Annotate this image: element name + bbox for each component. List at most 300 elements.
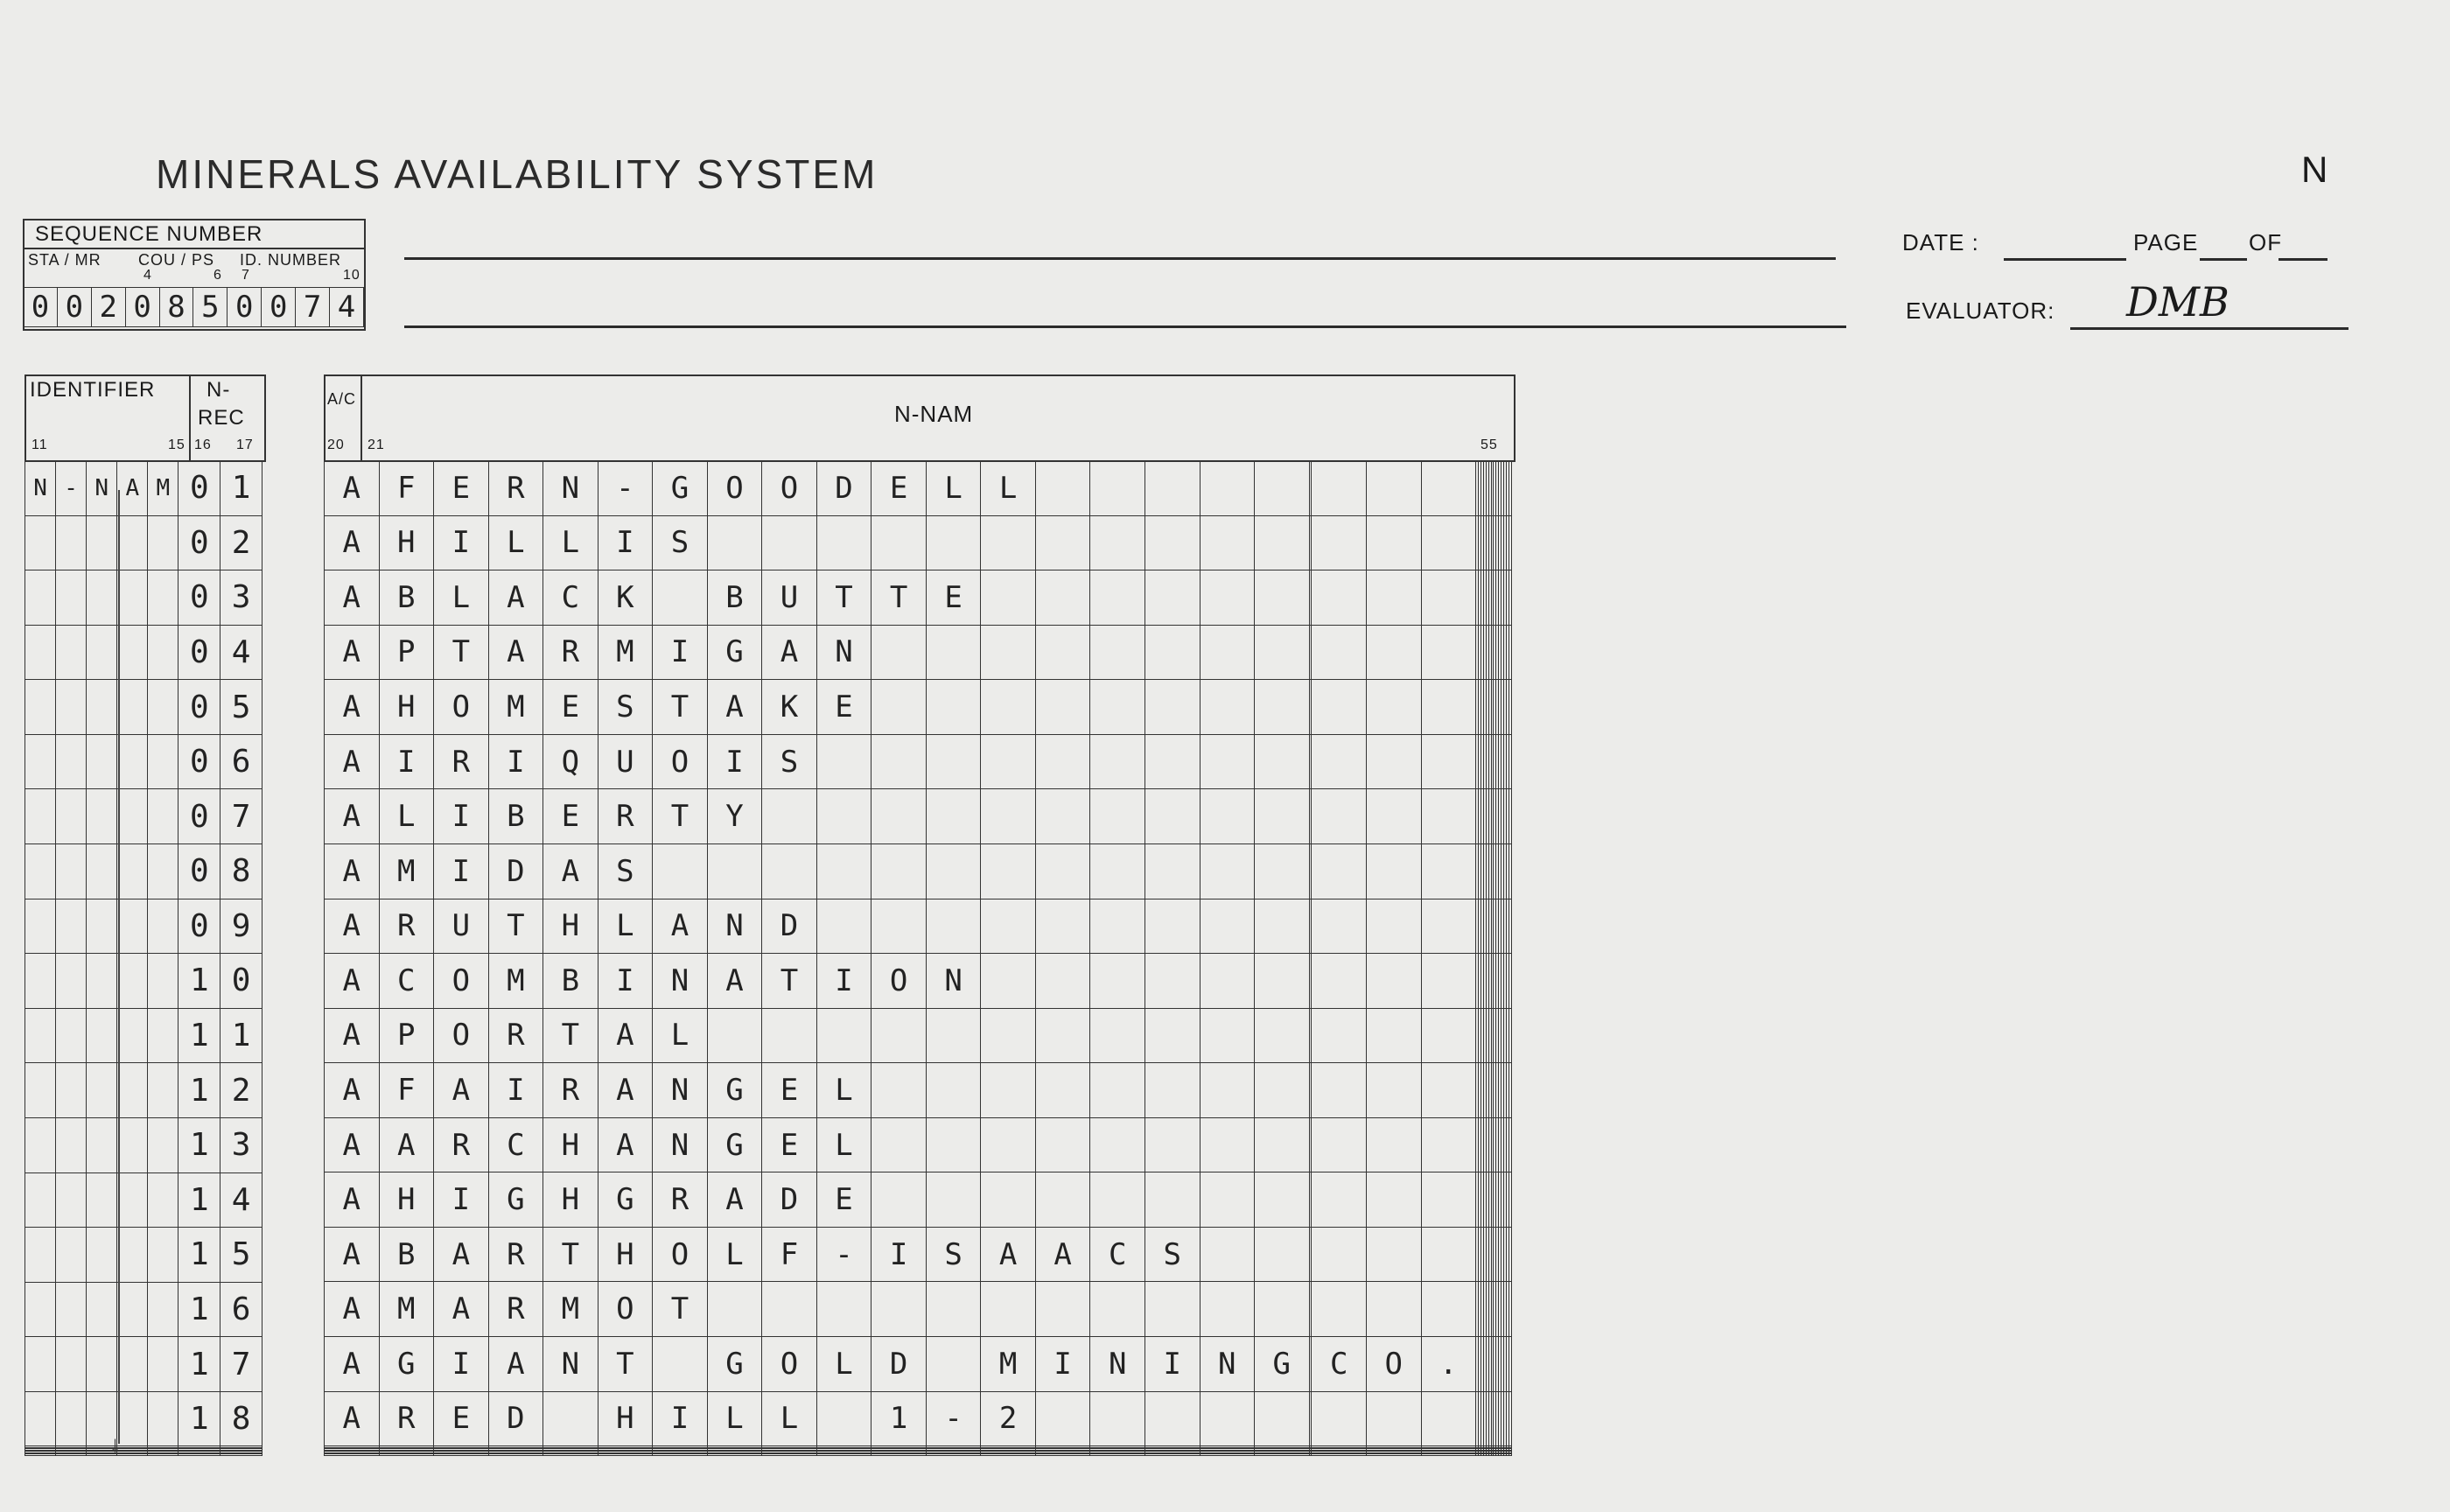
name-char-cell[interactable]: [1090, 461, 1145, 516]
name-char-cell[interactable]: Q: [543, 734, 598, 789]
name-char-cell[interactable]: P: [379, 625, 434, 680]
name-char-cell[interactable]: [1255, 1391, 1310, 1446]
name-char-cell[interactable]: G: [488, 1172, 543, 1228]
name-char-cell[interactable]: [1312, 1117, 1367, 1172]
name-char-cell[interactable]: [1312, 789, 1367, 844]
name-char-cell[interactable]: [1421, 954, 1476, 1009]
empty-cell[interactable]: [56, 515, 87, 570]
name-char-cell[interactable]: L: [816, 1063, 872, 1118]
name-char-cell[interactable]: A: [434, 1063, 489, 1118]
nrec-digit-cell[interactable]: 1: [220, 1008, 262, 1063]
name-char-cell[interactable]: [1200, 1391, 1255, 1446]
name-char-cell[interactable]: H: [598, 1227, 653, 1282]
name-char-cell[interactable]: M: [379, 844, 434, 899]
empty-cell[interactable]: [87, 1172, 117, 1228]
name-char-cell[interactable]: [1200, 625, 1255, 680]
nrec-digit-cell[interactable]: 5: [220, 680, 262, 735]
name-char-cell[interactable]: [926, 1172, 981, 1228]
empty-cell[interactable]: [148, 899, 178, 954]
name-char-cell[interactable]: [1144, 899, 1200, 954]
name-char-cell[interactable]: A: [707, 680, 762, 735]
empty-cell[interactable]: [117, 1008, 148, 1063]
name-char-cell[interactable]: [653, 844, 708, 899]
empty-cell[interactable]: [56, 1337, 87, 1392]
empty-cell[interactable]: [653, 1454, 708, 1456]
identifier-cell[interactable]: M: [148, 461, 178, 516]
nrec-digit-cell[interactable]: 1: [178, 1008, 220, 1063]
name-char-cell[interactable]: O: [872, 954, 927, 1009]
name-char-cell[interactable]: [1144, 1282, 1200, 1337]
name-char-cell[interactable]: [872, 1117, 927, 1172]
identifier-cell[interactable]: A: [117, 461, 148, 516]
name-char-cell[interactable]: [1508, 515, 1511, 570]
ac-cell[interactable]: A: [325, 1172, 380, 1228]
name-char-cell[interactable]: D: [762, 899, 817, 954]
name-char-cell[interactable]: [1255, 570, 1310, 626]
name-char-cell[interactable]: H: [543, 1172, 598, 1228]
empty-cell[interactable]: [25, 1282, 56, 1337]
name-char-cell[interactable]: [981, 954, 1036, 1009]
nrec-digit-cell[interactable]: 0: [178, 461, 220, 516]
nrec-digit-cell[interactable]: 1: [178, 1117, 220, 1172]
name-char-cell[interactable]: D: [816, 461, 872, 516]
name-char-cell[interactable]: [872, 844, 927, 899]
name-char-cell[interactable]: [1312, 899, 1367, 954]
empty-cell[interactable]: [56, 1063, 87, 1118]
name-char-cell[interactable]: [981, 515, 1036, 570]
name-char-cell[interactable]: [1144, 1063, 1200, 1118]
name-char-cell[interactable]: [981, 844, 1036, 899]
name-char-cell[interactable]: [1421, 734, 1476, 789]
name-char-cell[interactable]: I: [434, 844, 489, 899]
empty-cell[interactable]: [1421, 1454, 1476, 1456]
date-field[interactable]: [2004, 258, 2126, 261]
name-char-cell[interactable]: [1200, 954, 1255, 1009]
name-char-cell[interactable]: [872, 1282, 927, 1337]
name-char-cell[interactable]: [1035, 1063, 1090, 1118]
name-char-cell[interactable]: O: [653, 1227, 708, 1282]
empty-cell[interactable]: [117, 1391, 148, 1446]
name-char-cell[interactable]: I: [379, 734, 434, 789]
name-char-cell[interactable]: R: [598, 789, 653, 844]
nrec-digit-cell[interactable]: 2: [220, 515, 262, 570]
name-char-cell[interactable]: L: [926, 461, 981, 516]
name-char-cell[interactable]: [1035, 1172, 1090, 1228]
name-char-cell[interactable]: T: [653, 789, 708, 844]
name-char-cell[interactable]: [1255, 1282, 1310, 1337]
nrec-digit-cell[interactable]: 0: [178, 789, 220, 844]
name-char-cell[interactable]: [1035, 899, 1090, 954]
empty-cell[interactable]: [1508, 1454, 1511, 1456]
name-char-cell[interactable]: [1090, 789, 1145, 844]
name-char-cell[interactable]: S: [1144, 1227, 1200, 1282]
name-char-cell[interactable]: O: [434, 680, 489, 735]
ac-cell[interactable]: A: [325, 515, 380, 570]
name-char-cell[interactable]: [1090, 844, 1145, 899]
name-char-cell[interactable]: [1255, 461, 1310, 516]
name-char-cell[interactable]: F: [379, 461, 434, 516]
name-char-cell[interactable]: U: [598, 734, 653, 789]
empty-cell[interactable]: [148, 515, 178, 570]
empty-cell[interactable]: [117, 1282, 148, 1337]
name-char-cell[interactable]: [707, 515, 762, 570]
name-char-cell[interactable]: D: [488, 1391, 543, 1446]
name-char-cell[interactable]: [1312, 844, 1367, 899]
name-char-cell[interactable]: [1144, 1117, 1200, 1172]
identifier-cell[interactable]: N: [87, 461, 117, 516]
name-char-cell[interactable]: C: [488, 1117, 543, 1172]
name-char-cell[interactable]: [1255, 1117, 1310, 1172]
nrec-digit-cell[interactable]: 1: [178, 1337, 220, 1392]
name-char-cell[interactable]: [1508, 899, 1511, 954]
name-char-cell[interactable]: A: [981, 1227, 1036, 1282]
name-char-cell[interactable]: .: [1421, 1337, 1476, 1392]
empty-cell[interactable]: [87, 680, 117, 735]
nrec-digit-cell[interactable]: 8: [220, 1391, 262, 1446]
name-char-cell[interactable]: [1035, 1282, 1090, 1337]
nrec-digit-cell[interactable]: 0: [178, 625, 220, 680]
name-char-cell[interactable]: [1090, 734, 1145, 789]
name-char-cell[interactable]: [1421, 461, 1476, 516]
ac-cell[interactable]: A: [325, 680, 380, 735]
empty-cell[interactable]: [148, 680, 178, 735]
name-char-cell[interactable]: [1200, 1172, 1255, 1228]
name-char-cell[interactable]: [707, 1282, 762, 1337]
sequence-digit[interactable]: 0: [228, 288, 262, 327]
name-char-cell[interactable]: [1508, 680, 1511, 735]
name-char-cell[interactable]: 2: [981, 1391, 1036, 1446]
name-char-cell[interactable]: G: [653, 461, 708, 516]
name-char-cell[interactable]: N: [653, 1117, 708, 1172]
name-char-cell[interactable]: A: [598, 1063, 653, 1118]
empty-cell[interactable]: [117, 1117, 148, 1172]
nrec-digit-cell[interactable]: 1: [178, 1063, 220, 1118]
name-char-cell[interactable]: O: [598, 1282, 653, 1337]
name-char-cell[interactable]: T: [488, 899, 543, 954]
name-char-cell[interactable]: [1312, 625, 1367, 680]
name-char-cell[interactable]: [1035, 789, 1090, 844]
empty-cell[interactable]: [56, 1008, 87, 1063]
name-char-cell[interactable]: A: [488, 1337, 543, 1392]
empty-cell[interactable]: [117, 954, 148, 1009]
empty-cell[interactable]: [56, 625, 87, 680]
name-char-cell[interactable]: [1312, 1008, 1367, 1063]
name-char-cell[interactable]: R: [379, 899, 434, 954]
name-char-cell[interactable]: [1508, 954, 1511, 1009]
ac-cell[interactable]: A: [325, 899, 380, 954]
name-char-cell[interactable]: M: [379, 1282, 434, 1337]
name-char-cell[interactable]: [981, 570, 1036, 626]
name-char-cell[interactable]: [1200, 461, 1255, 516]
name-char-cell[interactable]: [1144, 1008, 1200, 1063]
name-char-cell[interactable]: I: [598, 954, 653, 1009]
empty-cell[interactable]: [25, 789, 56, 844]
name-char-cell[interactable]: D: [762, 1172, 817, 1228]
name-char-cell[interactable]: [816, 844, 872, 899]
empty-cell[interactable]: [117, 625, 148, 680]
name-char-cell[interactable]: [1035, 1008, 1090, 1063]
name-char-cell[interactable]: A: [653, 899, 708, 954]
name-char-cell[interactable]: [1508, 1227, 1511, 1282]
name-char-cell[interactable]: 1: [872, 1391, 927, 1446]
name-char-cell[interactable]: O: [1367, 1337, 1422, 1392]
name-char-cell[interactable]: R: [434, 1117, 489, 1172]
identifier-cell[interactable]: N: [25, 461, 56, 516]
name-char-cell[interactable]: N: [543, 461, 598, 516]
name-char-cell[interactable]: [926, 1063, 981, 1118]
empty-cell[interactable]: [981, 1454, 1036, 1456]
name-char-cell[interactable]: [1255, 1227, 1310, 1282]
empty-cell[interactable]: [1367, 1454, 1422, 1456]
nrec-digit-cell[interactable]: 2: [220, 1063, 262, 1118]
name-char-cell[interactable]: R: [543, 625, 598, 680]
name-char-cell[interactable]: [1255, 1172, 1310, 1228]
name-char-cell[interactable]: E: [926, 570, 981, 626]
empty-cell[interactable]: [56, 1454, 87, 1456]
name-char-cell[interactable]: [926, 625, 981, 680]
name-char-cell[interactable]: I: [598, 515, 653, 570]
empty-cell[interactable]: [148, 1337, 178, 1392]
name-char-cell[interactable]: H: [598, 1391, 653, 1446]
empty-cell[interactable]: [25, 734, 56, 789]
name-char-cell[interactable]: [1508, 570, 1511, 626]
name-char-cell[interactable]: [981, 1172, 1036, 1228]
empty-cell[interactable]: [543, 1454, 598, 1456]
name-char-cell[interactable]: [1508, 1117, 1511, 1172]
name-char-cell[interactable]: [926, 899, 981, 954]
name-char-cell[interactable]: U: [762, 570, 817, 626]
name-char-cell[interactable]: [1255, 1063, 1310, 1118]
name-char-cell[interactable]: L: [816, 1337, 872, 1392]
ac-cell[interactable]: A: [325, 1063, 380, 1118]
empty-cell[interactable]: [178, 1454, 220, 1456]
empty-cell[interactable]: [25, 1228, 56, 1283]
empty-cell[interactable]: [148, 570, 178, 626]
empty-cell[interactable]: [220, 1454, 262, 1456]
name-char-cell[interactable]: [816, 1008, 872, 1063]
name-char-cell[interactable]: I: [434, 1337, 489, 1392]
empty-cell[interactable]: [117, 1337, 148, 1392]
sequence-digit[interactable]: 8: [159, 288, 193, 327]
empty-cell[interactable]: [87, 789, 117, 844]
empty-cell[interactable]: [148, 1008, 178, 1063]
name-char-cell[interactable]: [981, 734, 1036, 789]
name-char-cell[interactable]: [1367, 570, 1422, 626]
name-char-cell[interactable]: [1255, 515, 1310, 570]
nrec-digit-cell[interactable]: 3: [220, 570, 262, 626]
name-char-cell[interactable]: [1312, 515, 1367, 570]
name-char-cell[interactable]: A: [434, 1227, 489, 1282]
name-char-cell[interactable]: [1144, 1391, 1200, 1446]
name-char-cell[interactable]: A: [488, 570, 543, 626]
ac-cell[interactable]: A: [325, 954, 380, 1009]
sequence-digit[interactable]: 5: [193, 288, 228, 327]
name-char-cell[interactable]: N: [653, 1063, 708, 1118]
name-char-cell[interactable]: [981, 680, 1036, 735]
name-char-cell[interactable]: [1367, 1172, 1422, 1228]
name-char-cell[interactable]: N: [926, 954, 981, 1009]
name-char-cell[interactable]: [1035, 515, 1090, 570]
name-char-cell[interactable]: [1255, 954, 1310, 1009]
name-char-cell[interactable]: [1200, 734, 1255, 789]
empty-cell[interactable]: [25, 1117, 56, 1172]
name-char-cell[interactable]: [1508, 461, 1511, 516]
name-char-cell[interactable]: [1421, 570, 1476, 626]
name-char-cell[interactable]: [1035, 1391, 1090, 1446]
name-char-cell[interactable]: T: [434, 625, 489, 680]
name-char-cell[interactable]: [1508, 1063, 1511, 1118]
name-char-cell[interactable]: I: [434, 1172, 489, 1228]
name-char-cell[interactable]: [1312, 1391, 1367, 1446]
empty-cell[interactable]: [25, 1172, 56, 1228]
name-char-cell[interactable]: [1090, 1117, 1145, 1172]
name-char-cell[interactable]: [1508, 844, 1511, 899]
name-char-cell[interactable]: D: [872, 1337, 927, 1392]
name-char-cell[interactable]: [1367, 1391, 1422, 1446]
name-char-cell[interactable]: [1508, 1008, 1511, 1063]
name-char-cell[interactable]: [1144, 954, 1200, 1009]
name-char-cell[interactable]: L: [981, 461, 1036, 516]
name-char-cell[interactable]: [872, 625, 927, 680]
name-char-cell[interactable]: B: [543, 954, 598, 1009]
nrec-digit-cell[interactable]: 0: [178, 515, 220, 570]
name-char-cell[interactable]: [816, 789, 872, 844]
name-char-cell[interactable]: [653, 1337, 708, 1392]
name-char-cell[interactable]: [1367, 844, 1422, 899]
empty-cell[interactable]: [25, 899, 56, 954]
name-char-cell[interactable]: [816, 734, 872, 789]
empty-cell[interactable]: [87, 954, 117, 1009]
sequence-digit[interactable]: 0: [24, 288, 58, 327]
name-char-cell[interactable]: A: [598, 1117, 653, 1172]
name-char-cell[interactable]: [1367, 1282, 1422, 1337]
name-char-cell[interactable]: [816, 1282, 872, 1337]
name-char-cell[interactable]: I: [872, 1227, 927, 1282]
name-char-cell[interactable]: [1200, 1008, 1255, 1063]
name-char-cell[interactable]: [872, 1063, 927, 1118]
evaluator-field[interactable]: [2070, 327, 2348, 330]
name-char-cell[interactable]: [981, 1282, 1036, 1337]
empty-cell[interactable]: [148, 789, 178, 844]
name-char-cell[interactable]: [1312, 1227, 1367, 1282]
nrec-digit-cell[interactable]: 0: [178, 844, 220, 900]
name-char-cell[interactable]: L: [816, 1117, 872, 1172]
name-char-cell[interactable]: [1255, 734, 1310, 789]
name-char-cell[interactable]: [926, 1117, 981, 1172]
nrec-digit-cell[interactable]: 9: [220, 899, 262, 954]
name-char-cell[interactable]: L: [762, 1391, 817, 1446]
name-char-cell[interactable]: [1367, 789, 1422, 844]
ac-cell[interactable]: A: [325, 844, 380, 899]
name-char-cell[interactable]: [1508, 789, 1511, 844]
name-char-cell[interactable]: [1508, 625, 1511, 680]
name-char-cell[interactable]: [872, 680, 927, 735]
name-char-cell[interactable]: N: [816, 625, 872, 680]
name-char-cell[interactable]: [1255, 844, 1310, 899]
name-char-cell[interactable]: [1255, 789, 1310, 844]
name-char-cell[interactable]: T: [816, 570, 872, 626]
name-char-cell[interactable]: [1090, 570, 1145, 626]
name-char-cell[interactable]: [1144, 680, 1200, 735]
sequence-digit[interactable]: 7: [296, 288, 330, 327]
name-char-cell[interactable]: C: [543, 570, 598, 626]
empty-cell[interactable]: [598, 1454, 653, 1456]
sequence-digit[interactable]: 0: [57, 288, 91, 327]
name-char-cell[interactable]: O: [434, 1008, 489, 1063]
name-char-cell[interactable]: I: [434, 515, 489, 570]
name-char-cell[interactable]: [872, 734, 927, 789]
name-char-cell[interactable]: -: [926, 1391, 981, 1446]
name-char-cell[interactable]: D: [488, 844, 543, 899]
empty-cell[interactable]: [117, 515, 148, 570]
empty-cell[interactable]: [87, 734, 117, 789]
name-char-cell[interactable]: [1421, 625, 1476, 680]
empty-cell[interactable]: [1255, 1454, 1310, 1456]
name-char-cell[interactable]: T: [653, 1282, 708, 1337]
nrec-digit-cell[interactable]: 7: [220, 789, 262, 844]
name-char-cell[interactable]: [1090, 625, 1145, 680]
name-char-cell[interactable]: I: [434, 789, 489, 844]
empty-cell[interactable]: [25, 844, 56, 900]
name-char-cell[interactable]: H: [543, 1117, 598, 1172]
name-char-cell[interactable]: [1508, 1282, 1511, 1337]
name-char-cell[interactable]: R: [379, 1391, 434, 1446]
name-char-cell[interactable]: N: [543, 1337, 598, 1392]
name-char-cell[interactable]: [1200, 570, 1255, 626]
empty-cell[interactable]: [117, 1063, 148, 1118]
name-char-cell[interactable]: L: [707, 1227, 762, 1282]
name-char-cell[interactable]: [1508, 1172, 1511, 1228]
empty-cell[interactable]: [87, 625, 117, 680]
name-char-cell[interactable]: R: [488, 1227, 543, 1282]
name-char-cell[interactable]: [926, 844, 981, 899]
empty-cell[interactable]: [25, 954, 56, 1009]
name-char-cell[interactable]: E: [816, 680, 872, 735]
name-char-cell[interactable]: [707, 844, 762, 899]
identifier-cell[interactable]: -: [56, 461, 87, 516]
ac-cell[interactable]: A: [325, 1391, 380, 1446]
empty-cell[interactable]: [117, 844, 148, 900]
name-char-cell[interactable]: E: [762, 1063, 817, 1118]
name-char-cell[interactable]: U: [434, 899, 489, 954]
nrec-digit-cell[interactable]: 0: [220, 954, 262, 1009]
nrec-digit-cell[interactable]: 0: [178, 680, 220, 735]
name-char-cell[interactable]: M: [598, 625, 653, 680]
nrec-digit-cell[interactable]: 6: [220, 1282, 262, 1337]
empty-cell[interactable]: [148, 625, 178, 680]
empty-cell[interactable]: [56, 1117, 87, 1172]
name-char-cell[interactable]: S: [926, 1227, 981, 1282]
name-char-cell[interactable]: N: [1090, 1337, 1145, 1392]
name-char-cell[interactable]: [762, 515, 817, 570]
nrec-digit-cell[interactable]: 6: [220, 734, 262, 789]
name-char-cell[interactable]: A: [379, 1117, 434, 1172]
name-char-cell[interactable]: E: [762, 1117, 817, 1172]
name-char-cell[interactable]: [926, 515, 981, 570]
name-char-cell[interactable]: H: [379, 515, 434, 570]
empty-cell[interactable]: [707, 1454, 762, 1456]
name-char-cell[interactable]: [1200, 844, 1255, 899]
sequence-digit[interactable]: 4: [330, 288, 364, 327]
name-char-cell[interactable]: [1035, 1117, 1090, 1172]
ac-cell[interactable]: A: [325, 1282, 380, 1337]
name-char-cell[interactable]: [1421, 1008, 1476, 1063]
name-char-cell[interactable]: [926, 1008, 981, 1063]
name-char-cell[interactable]: M: [981, 1337, 1036, 1392]
name-char-cell[interactable]: [543, 1391, 598, 1446]
name-char-cell[interactable]: [1312, 734, 1367, 789]
nrec-digit-cell[interactable]: 5: [220, 1228, 262, 1283]
